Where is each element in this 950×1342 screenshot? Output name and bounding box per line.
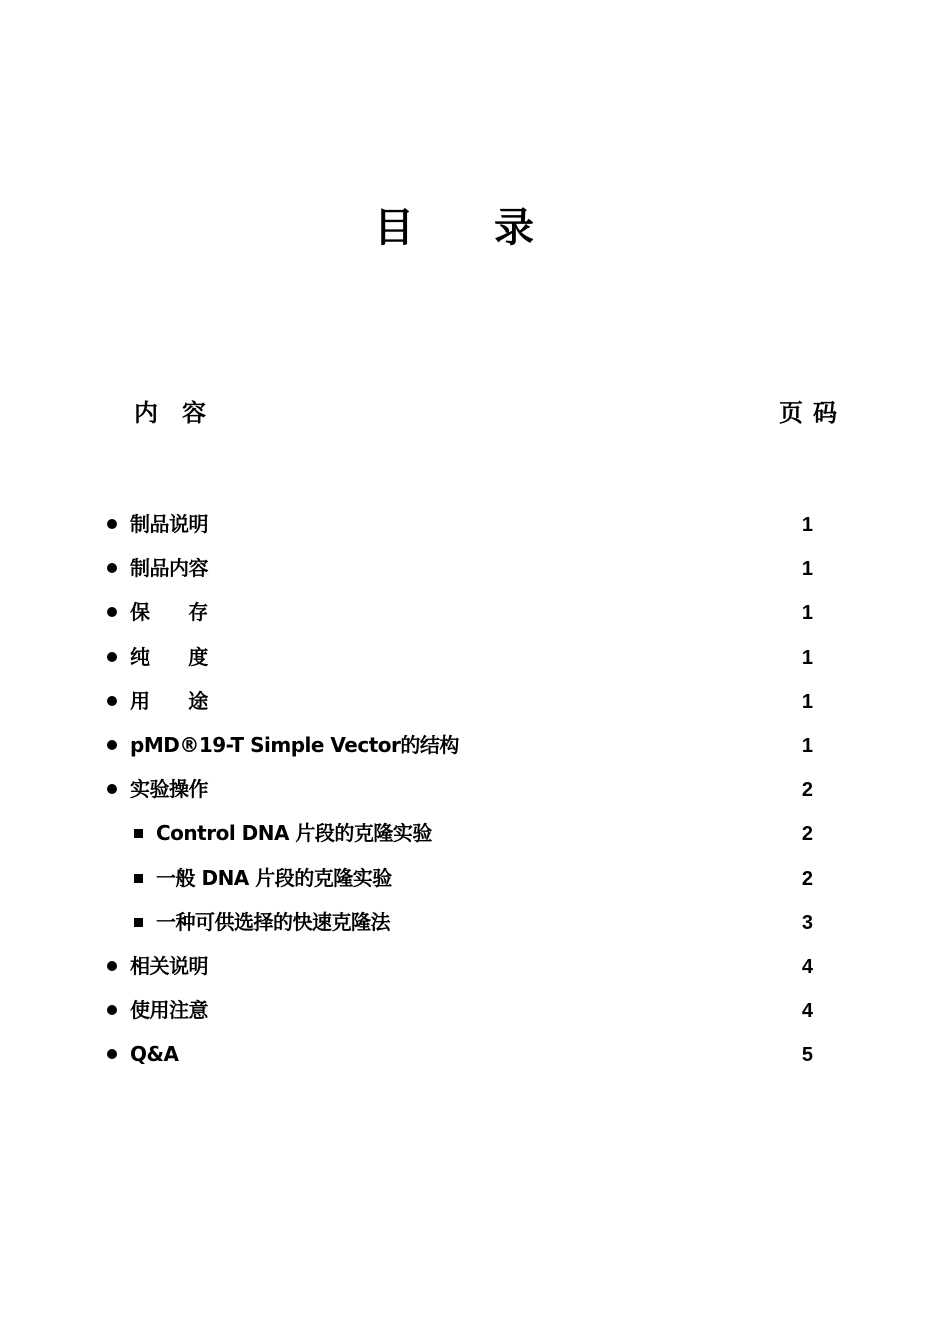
toc-item[interactable]	[0, 682, 950, 726]
toc-item-label: 制品内容	[130, 556, 208, 581]
toc-item-page: 1	[801, 690, 813, 713]
bullet-dot-icon	[107, 1049, 117, 1059]
bullet-dot-icon	[107, 1005, 117, 1015]
toc-item[interactable]	[0, 505, 950, 549]
toc-item-label: 使用注意	[130, 998, 208, 1023]
toc-item[interactable]	[0, 549, 950, 593]
bullet-square-icon	[134, 874, 143, 883]
toc-item-label: 制品说明	[130, 512, 208, 536]
toc-item[interactable]	[0, 593, 950, 637]
toc-list	[0, 505, 950, 1079]
title-char-2: 录	[494, 205, 534, 251]
toc-item-page: 1	[801, 734, 813, 757]
bullet-dot-icon	[107, 607, 117, 617]
toc-item[interactable]	[0, 638, 950, 682]
header-content	[134, 396, 206, 430]
header-page-char-1: 页	[779, 399, 803, 427]
toc-item-page: 4	[801, 955, 813, 978]
toc-item-page: 5	[801, 1044, 813, 1067]
bullet-dot-icon	[107, 696, 117, 706]
toc-item[interactable]	[0, 1035, 950, 1079]
bullet-dot-icon	[107, 784, 117, 794]
toc-item-page: 2	[801, 779, 813, 802]
toc-item-page: 1	[801, 514, 813, 536]
toc-subitem[interactable]	[0, 814, 950, 858]
toc-item[interactable]	[0, 770, 950, 814]
bullet-dot-icon	[107, 961, 117, 971]
toc-item[interactable]	[0, 991, 950, 1035]
bullet-square-icon	[134, 918, 143, 927]
toc-item-page: 4	[801, 1000, 813, 1023]
bullet-dot-icon	[107, 652, 117, 662]
header-content-char-2: 容	[182, 399, 206, 427]
toc-item-label: Q&A	[130, 1042, 179, 1067]
title-char-1: 目	[374, 205, 414, 251]
toc-subitem-page: 3	[801, 911, 813, 934]
toc-item-label: 用 途	[130, 688, 208, 713]
bullet-dot-icon	[107, 519, 117, 529]
toc-item-page: 1	[801, 558, 813, 581]
toc-item-label: 相关说明	[130, 953, 208, 978]
toc-subitem[interactable]	[0, 903, 950, 947]
toc-item-label: 实验操作	[130, 777, 208, 802]
toc-item-label: 纯 度	[130, 644, 208, 669]
toc-item[interactable]	[0, 947, 950, 991]
toc-subitem-label: 一种可供选择的快速克隆法	[156, 909, 390, 934]
toc-item-page: 1	[801, 646, 813, 669]
bullet-dot-icon	[107, 563, 117, 573]
toc-item-label: 保 存	[130, 600, 208, 625]
header-content-char-1: 内	[134, 399, 158, 427]
toc-item[interactable]	[0, 726, 950, 770]
page-title	[0, 200, 950, 256]
toc-subitem-page: 2	[801, 823, 813, 846]
bullet-dot-icon	[107, 740, 117, 750]
toc-subitem-page: 2	[801, 867, 813, 890]
header-page-char-2: 码	[813, 399, 837, 427]
bullet-square-icon	[134, 829, 143, 838]
toc-subitem-label: 一般 DNA 片段的克隆实验	[156, 865, 392, 890]
header-page-number	[779, 396, 837, 430]
toc-subitem-label: Control DNA 片段的克隆实验	[156, 821, 432, 846]
toc-subitem[interactable]	[0, 859, 950, 903]
toc-item-page: 1	[801, 602, 813, 625]
toc-item-label: pMD®19-T Simple Vector的结构	[130, 732, 459, 757]
